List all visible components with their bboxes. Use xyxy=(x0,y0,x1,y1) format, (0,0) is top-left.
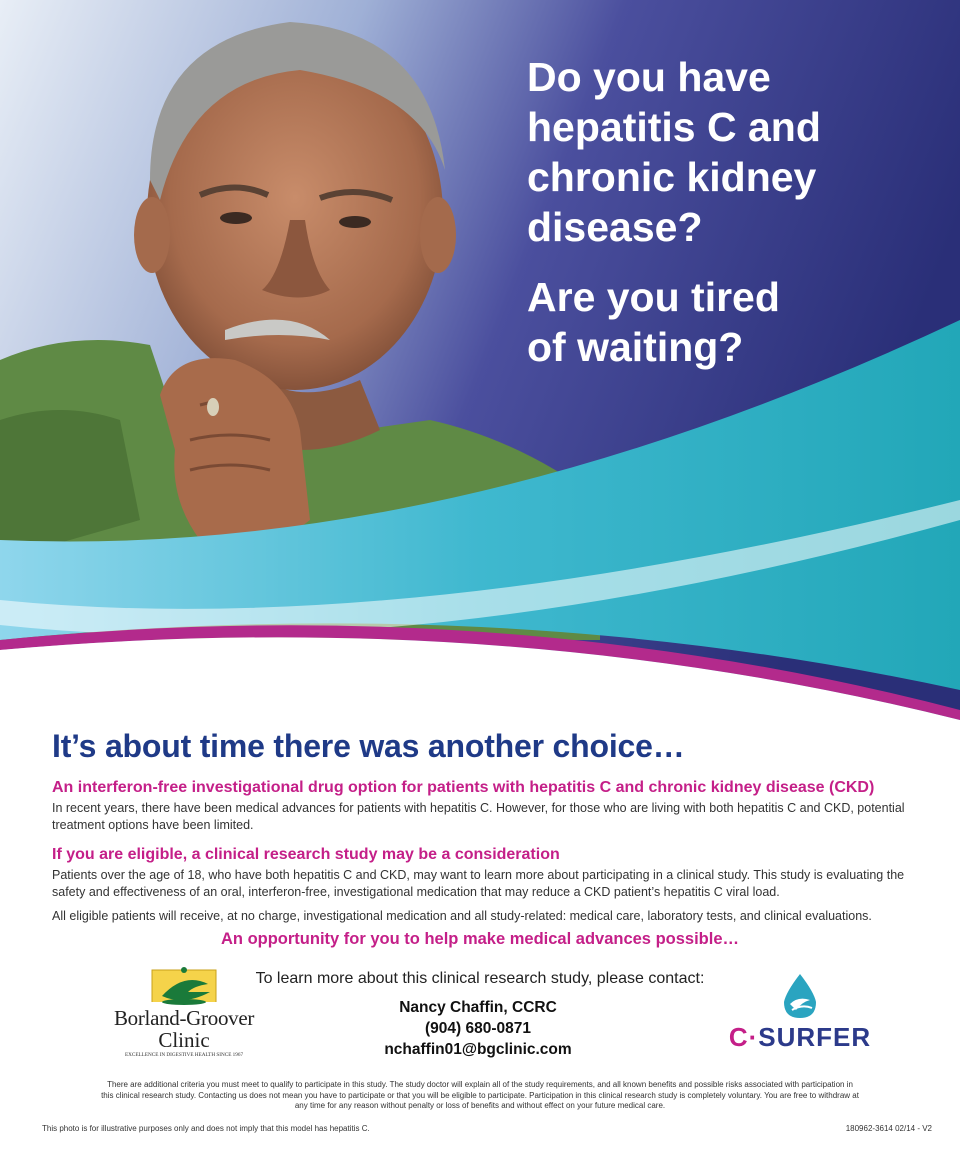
c-surfer-rest: SURFER xyxy=(758,1022,872,1052)
c-surfer-dot: · xyxy=(748,1022,759,1052)
borland-groover-logo xyxy=(84,962,284,1062)
question-1-line: disease? xyxy=(527,204,703,250)
contact-name: Nancy Chaffin, CCRC xyxy=(399,999,557,1016)
question-2-line: Are you tired xyxy=(527,274,780,320)
paragraph-no-charge: All eligible patients will receive, at no charge, investigational medication and all study-related: medical care, laboratory tests, and clinical evaluations. xyxy=(52,909,872,923)
question-2-line: of waiting? xyxy=(527,324,744,370)
main-content xyxy=(52,728,922,925)
question-1-line: hepatitis C and xyxy=(527,104,821,150)
paragraph-study: Patients over the age of 18, who have both hepatitis C and CKD, may want to learn more about participating in a clinical study. This study is evaluating the safety and effectiveness of an oral, interferon-free, investigational medication that may reduce a CKD patient’s hepatitis C viral load. xyxy=(52,868,905,899)
c-surfer-wordmark xyxy=(710,1022,890,1053)
c-surfer-logo xyxy=(710,970,890,1060)
photo-note: This photo is for illustrative purposes only and does not imply that this model has hepatitis C. xyxy=(42,1124,370,1133)
contact-lead: To learn more about this clinical research study, please contact: xyxy=(255,970,705,987)
lamp-icon xyxy=(84,962,284,1006)
question-1-line: chronic kidney xyxy=(527,154,817,200)
subheading-interferon-free: An interferon-free investigational drug option for patients with hepatitis C and chronic kidney disease (CKD) xyxy=(52,779,875,796)
bgc-tagline: EXCELLENCE IN DIGESTIVE HEALTH SINCE 1967 xyxy=(124,1052,244,1058)
contact-phone[interactable]: (904) 680-0871 xyxy=(425,1020,531,1037)
contact-block xyxy=(330,997,626,1060)
paragraph-advances: In recent years, there have been medical advances for patients with hepatitis C. However, for those who are living with both hepatitis C and CKD, potential treatment options have been limited. xyxy=(52,801,905,832)
document-code: 180962-3614 02/14 - V2 xyxy=(845,1124,932,1133)
page-title: It’s about time there was another choice… xyxy=(52,728,685,764)
bgc-name-line-1: Borland-Groover xyxy=(113,1006,255,1030)
question-2 xyxy=(527,272,821,372)
question-1 xyxy=(527,52,821,252)
subheading-eligibility: If you are eligible, a clinical research study may be a consideration xyxy=(52,846,560,863)
contact-email[interactable]: nchaffin01@bgclinic.com xyxy=(384,1041,572,1058)
tagline: An opportunity for you to help make medical advances possible… xyxy=(220,930,740,948)
wave-drop-icon xyxy=(710,970,890,1022)
c-surfer-c: C xyxy=(728,1022,749,1052)
bgc-name-line-2: Clinic xyxy=(158,1028,210,1052)
headline-questions xyxy=(527,52,821,372)
disclaimer: There are additional criteria you must meet to qualify to participate in this study. The study doctor will explain all of the study requirements, and all known benefits and possible risks associated with participation in this clinical research study. Contacting us does not mean you have to participate or that you will be eligible to participate. Participation in this clinical research study is completely voluntary. You are free to withdraw at any time for any reason without penalty or loss of benefits and without effect on your future medical care. xyxy=(101,1080,859,1110)
question-1-line: Do you have xyxy=(527,54,771,100)
